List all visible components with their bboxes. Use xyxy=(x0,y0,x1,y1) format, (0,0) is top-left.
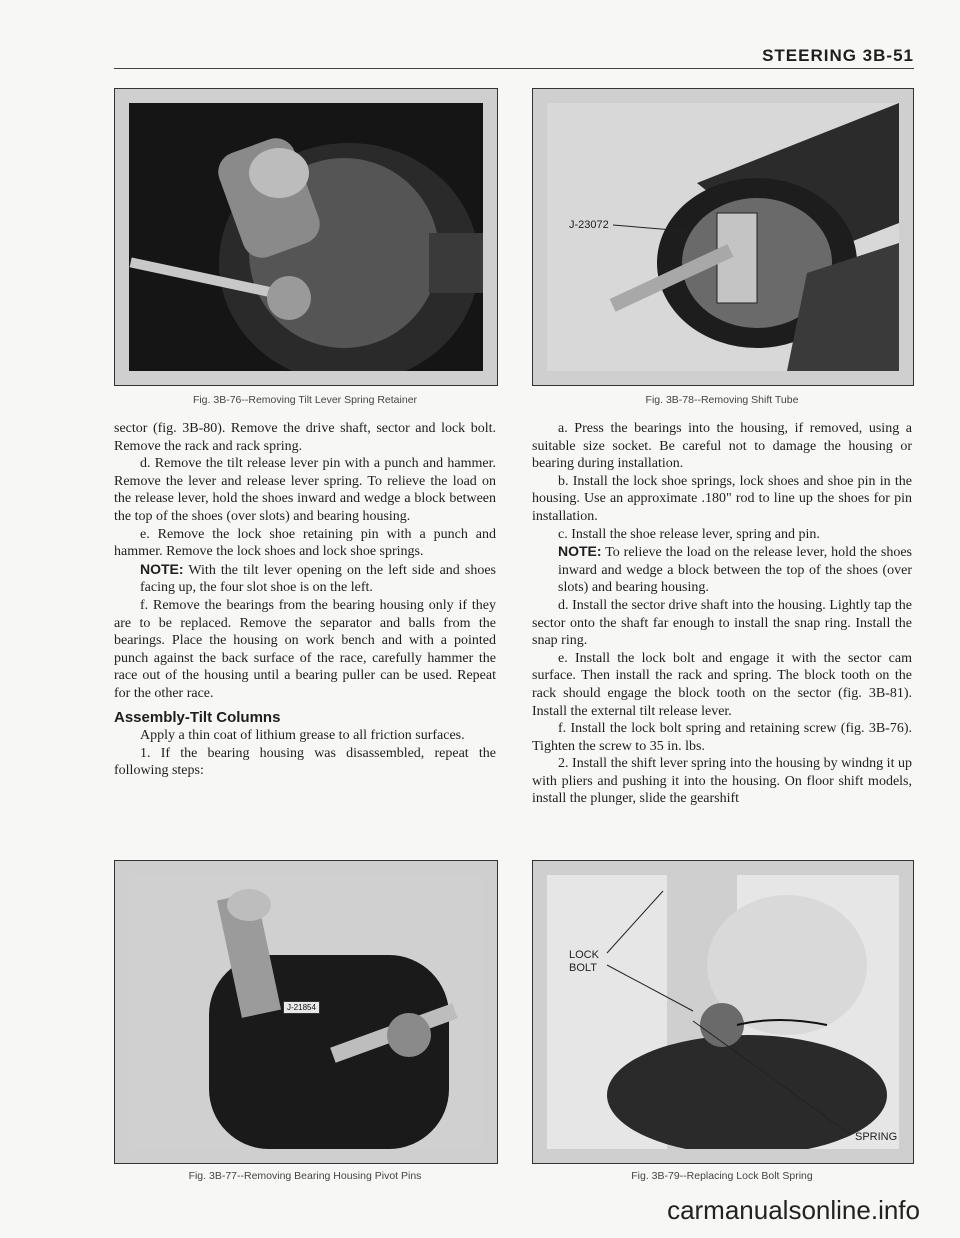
callout-bolt: BOLT xyxy=(569,962,597,974)
note-paragraph xyxy=(532,543,912,597)
paragraph: sector (fig. 3B-80). Remove the drive shaft, sector and lock bolt. Remove the rack and rack spring. xyxy=(114,421,496,454)
figure-3b-78-caption: Fig. 3B-78--Removing Shift Tube xyxy=(645,394,799,406)
callout-lock: LOCK xyxy=(569,949,599,961)
header-rule xyxy=(114,68,914,69)
paragraph: a. Press the bearings into the housing, if removed, using a suitable size socket. Be careful not to damage the housing or bearing during installation. xyxy=(532,421,912,472)
paragraph: f. Install the lock bolt spring and retaining screw (fig. 3B-76). Tighten the screw to 35 in. lbs. xyxy=(532,721,912,754)
right-text-column xyxy=(532,420,912,808)
watermark: carmanualsonline.info xyxy=(667,1195,920,1225)
figure-3b-76-caption: Fig. 3B-76--Removing Tilt Lever Spring Retainer xyxy=(192,394,418,406)
section-heading: Assembly-Tilt Columns xyxy=(114,708,281,726)
note-paragraph xyxy=(114,561,496,597)
photo-tilt-lever-retainer xyxy=(129,103,483,371)
paragraph: b. Install the lock shoe springs, lock shoes and shoe pin in the housing. Use an approximate .180" rod to line up the shoes for pin installation. xyxy=(532,473,912,524)
figure-3b-79-caption: Fig. 3B-79--Replacing Lock Bolt Spring xyxy=(631,1170,813,1182)
paragraph: c. Install the shoe release lever, spring and pin. xyxy=(558,526,820,542)
paragraph: f. Remove the bearings from the bearing housing only if they are to be replaced. Remove the separator and balls from the bearings. Place the housing on work bench and with a pointed punch against the back surface of the race, carefully hammer the race out of the housing until a bearing puller can be used. Repeat for the other race. xyxy=(114,597,496,701)
page-header-title: STEERING 3B-51 xyxy=(762,46,914,65)
figure-3b-77 xyxy=(114,860,498,1164)
note-text: With the tilt lever opening on the left side and shoes facing up, the four slot shoe is on the left. xyxy=(140,562,496,596)
figure-3b-78 xyxy=(532,88,914,386)
photo-illustration xyxy=(547,103,899,371)
paragraph: d. Install the sector drive shaft into the housing. Lightly tap the sector onto the shaft far enough to install the snap ring. Install the snap ring. xyxy=(532,597,912,649)
note-label: NOTE: xyxy=(558,543,602,560)
paragraph: Apply a thin coat of lithium grease to all friction surfaces. xyxy=(140,728,465,744)
paragraph: 1. If the bearing housing was disassembled, repeat the following steps: xyxy=(114,745,496,779)
figure-3b-79 xyxy=(532,860,914,1164)
tool-tag-j-21854: J-21854 xyxy=(283,1001,320,1014)
callout-j-23072: J-23072 xyxy=(569,219,609,231)
callout-leader-lines xyxy=(533,861,913,1163)
note-label: NOTE: xyxy=(140,560,184,577)
paragraph: 2. Install the shift lever spring into the housing by windng it up with pliers and pushing it into the housing. On floor shift models, install the plunger, slide the gearshift xyxy=(532,756,912,807)
photo-illustration xyxy=(129,103,483,371)
paragraph: e. Install the lock bolt and engage it with the sector cam surface. Then install the rack and spring. The block tooth on the rack should engage the block tooth on the sector (fig. 3B-81). Install the external tilt release lever. xyxy=(532,650,912,719)
callout-leader-line xyxy=(613,217,693,237)
figure-3b-76 xyxy=(114,88,498,386)
photo-removing-shift-tube xyxy=(547,103,899,371)
left-text-column xyxy=(114,420,496,780)
figure-3b-77-caption: Fig. 3B-77--Removing Bearing Housing Pivot Pins xyxy=(188,1170,422,1182)
paragraph: d. Remove the tilt release lever pin with a punch and hammer. Remove the lever and release lever spring. To relieve the load on the release lever, hold the shoes inward and wedge a block between the top of the shoes (over slots) and bearing housing. xyxy=(114,456,496,524)
note-text: To relieve the load on the release lever, hold the shoes inward and wedge a block between the top of the shoes (over slots) and bearing housing. xyxy=(558,545,912,596)
callout-spring: SPRING xyxy=(855,1131,898,1143)
paragraph: e. Remove the lock shoe retaining pin with a punch and hammer. Remove the lock shoes and lock shoe springs. xyxy=(114,526,496,560)
